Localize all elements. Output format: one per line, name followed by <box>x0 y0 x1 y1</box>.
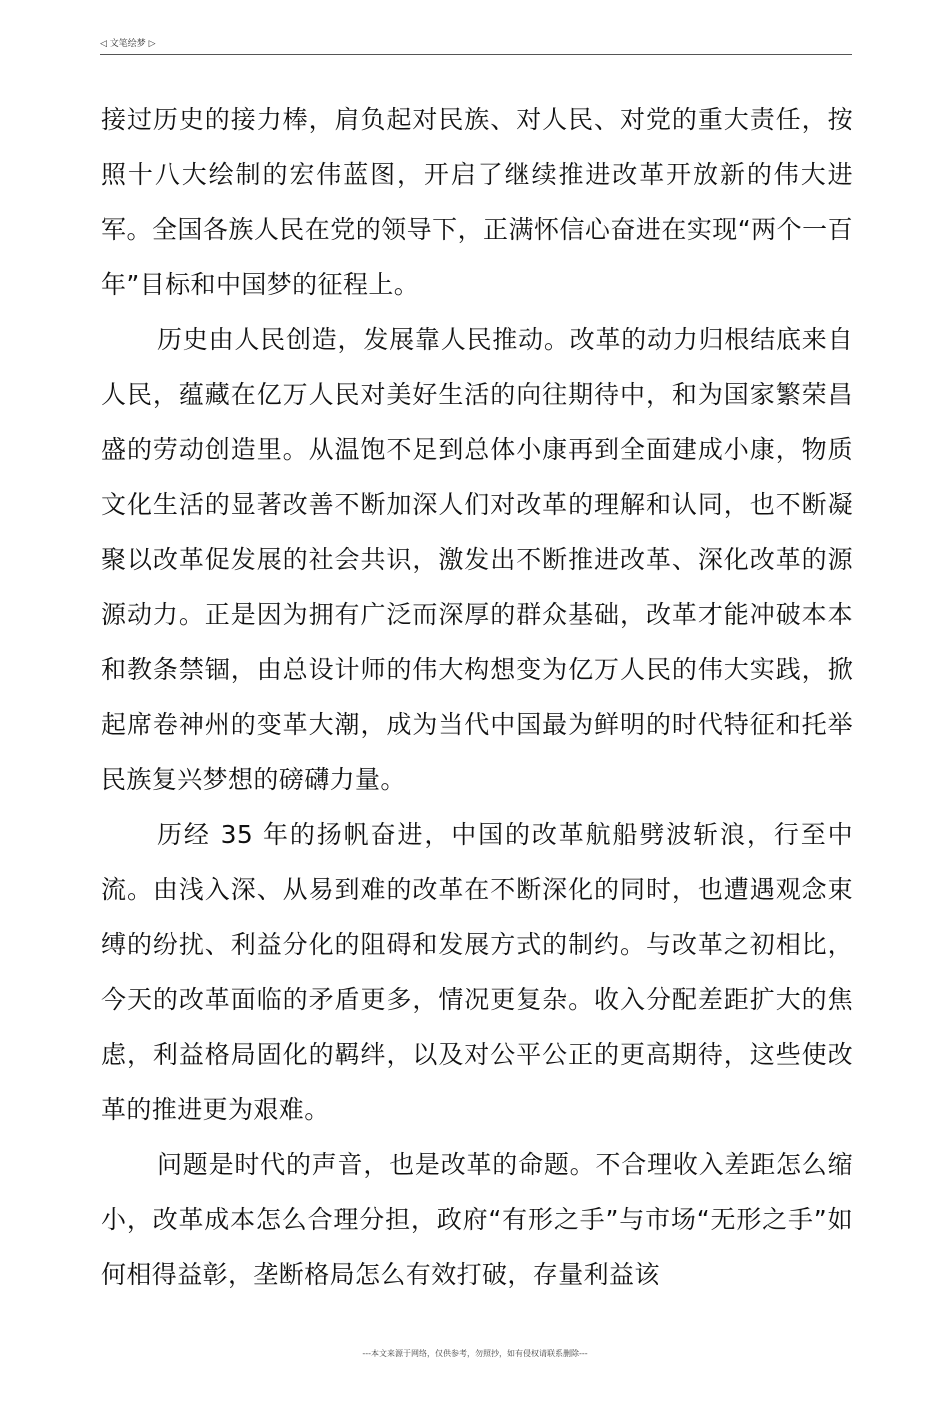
paragraph-1: 接过历史的接力棒，肩负起对民族、对人民、对党的重大责任，按照十八大绘制的宏伟蓝图，开启了继续推进改革开放新的伟大进军。全国各族人民在党的领导下，正满怀信心奋进在实现“两个一百年”目标和中国梦的征程上。 <box>101 105 853 299</box>
header-text: ◁ 文笔绘梦 ▷ <box>100 39 156 49</box>
page-header <box>100 38 852 54</box>
paragraph-4: 问题是时代的声音，也是改革的命题。不合理收入差距怎么缩小，改革成本怎么合理分担，政府“有形之手”与市场“无形之手”如何相得益彰，垄断格局怎么有效打破，存量利益该 <box>101 1150 853 1289</box>
page-footer: ---本文来源于网络，仅供参考，勿照抄，如有侵权请联系删除--- <box>362 1349 588 1358</box>
document-body <box>101 92 853 1302</box>
paragraph-3: 历经 35 年的扬帆奋进，中国的改革航船劈波斩浪，行至中流。由浅入深、从易到难的改革在不断深化的同时，也遭遇观念束缚的纷扰、利益分化的阻碍和发展方式的制约。与改革之初相比，今天的改革面临的矛盾更多，情况更复杂。收入分配差距扩大的焦虑，利益格局固化的羁绊，以及对公平公正的更高期待，这些使改革的推进更为艰难。 <box>101 820 853 1124</box>
paragraph-2: 历史由人民创造，发展靠人民推动。改革的动力归根结底来自人民，蕴藏在亿万人民对美好生活的向往期待中，和为国家繁荣昌盛的劳动创造里。从温饱不足到总体小康再到全面建成小康，物质文化生活的显著改善不断加深人们对改革的理解和认同，也不断凝聚以改革促发展的社会共识，激发出不断推进改革、深化改革的源源动力。正是因为拥有广泛而深厚的群众基础，改革才能冲破本本和教条禁锢，由总设计师的伟大构想变为亿万人民的伟大实践，掀起席卷神州的变革大潮，成为当代中国最为鲜明的时代特征和托举民族复兴梦想的磅礴力量。 <box>101 325 853 794</box>
header-rule <box>100 54 852 55</box>
